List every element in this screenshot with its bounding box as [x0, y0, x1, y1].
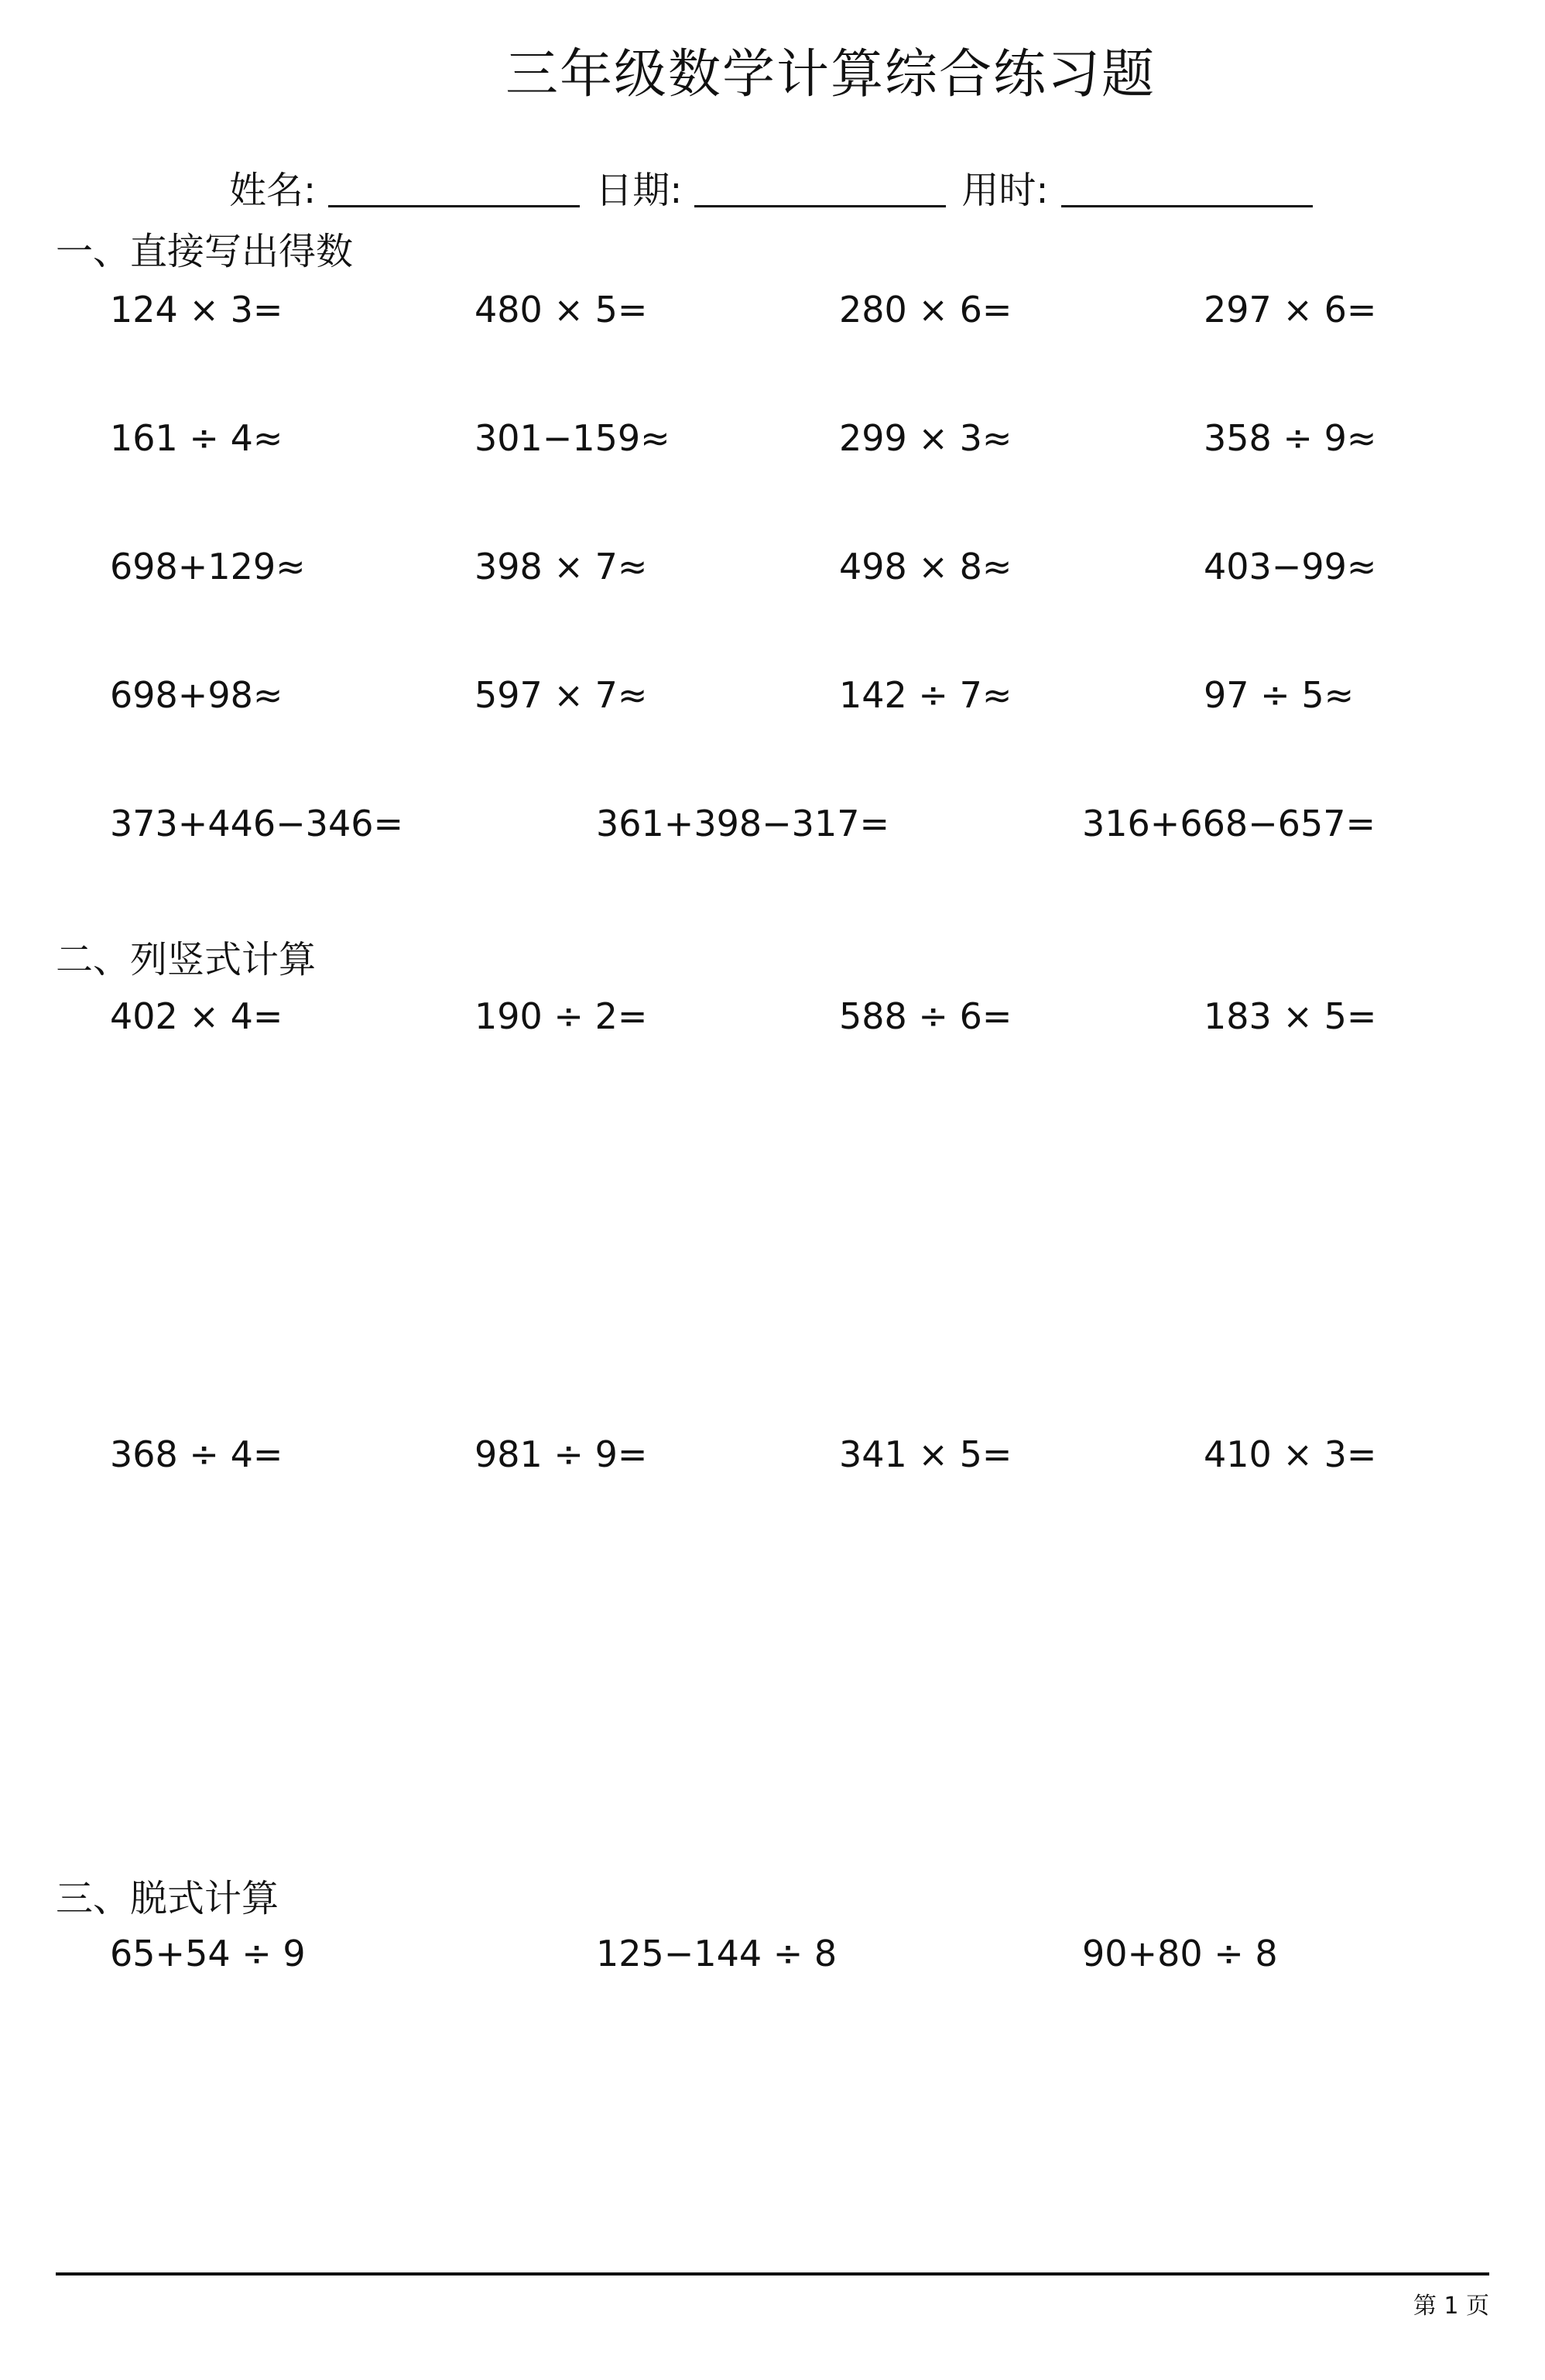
problem-2-2-2: 981 ÷ 9=	[474, 1433, 648, 1475]
problem-1-4-1: 698+98≈	[110, 674, 283, 716]
problem-2-2-4: 410 × 3=	[1204, 1433, 1377, 1475]
problem-1-5-1: 373+446−346=	[110, 803, 404, 844]
problem-3-1-2: 125−144 ÷ 8	[596, 1933, 838, 1974]
problem-1-1-3: 280 × 6=	[839, 289, 1012, 330]
problem-1-3-1: 698+129≈	[110, 546, 306, 587]
footer-divider	[56, 2272, 1489, 2276]
problem-1-5-2: 361+398−317=	[596, 803, 890, 844]
name-label: 姓名:	[229, 169, 317, 212]
problem-1-2-2: 301−159≈	[474, 417, 670, 459]
page-title: 三年级数学计算综合练习题	[505, 44, 1156, 105]
date-label: 日期:	[595, 169, 683, 212]
problem-1-1-2: 480 × 5=	[474, 289, 648, 330]
time-blank	[1061, 170, 1313, 207]
problem-1-1-1: 124 × 3=	[110, 289, 283, 330]
problem-1-4-3: 142 ÷ 7≈	[839, 674, 1012, 716]
section-1-title: 一、直接写出得数	[56, 230, 354, 273]
problem-2-1-4: 183 × 5=	[1204, 995, 1377, 1037]
problem-1-5-3: 316+668−657=	[1082, 803, 1376, 844]
date-blank	[694, 170, 946, 207]
problem-3-1-3: 90+80 ÷ 8	[1082, 1933, 1278, 1974]
problem-1-1-4: 297 × 6=	[1204, 289, 1377, 330]
page-number: 第 1 页	[1413, 2293, 1489, 2320]
section-2-title: 二、列竖式计算	[56, 938, 317, 981]
problem-2-2-1: 368 ÷ 4=	[110, 1433, 283, 1475]
problem-1-3-4: 403−99≈	[1204, 546, 1377, 587]
problem-1-4-4: 97 ÷ 5≈	[1204, 674, 1355, 716]
problem-2-1-1: 402 × 4=	[110, 995, 283, 1037]
time-label: 用时:	[961, 169, 1049, 212]
problem-2-2-3: 341 × 5=	[839, 1433, 1012, 1475]
problem-1-2-3: 299 × 3≈	[839, 417, 1012, 459]
section-3-title: 三、脱式计算	[56, 1877, 279, 1920]
problem-1-3-2: 398 × 7≈	[474, 546, 648, 587]
problem-1-2-1: 161 ÷ 4≈	[110, 417, 283, 459]
problem-2-1-3: 588 ÷ 6=	[839, 995, 1012, 1037]
problem-2-1-2: 190 ÷ 2=	[474, 995, 648, 1037]
problem-1-4-2: 597 × 7≈	[474, 674, 648, 716]
student-info-line	[229, 163, 1328, 218]
name-blank	[328, 170, 580, 207]
problem-3-1-1: 65+54 ÷ 9	[110, 1933, 306, 1974]
problem-1-3-3: 498 × 8≈	[839, 546, 1012, 587]
problem-1-2-4: 358 ÷ 9≈	[1204, 417, 1377, 459]
